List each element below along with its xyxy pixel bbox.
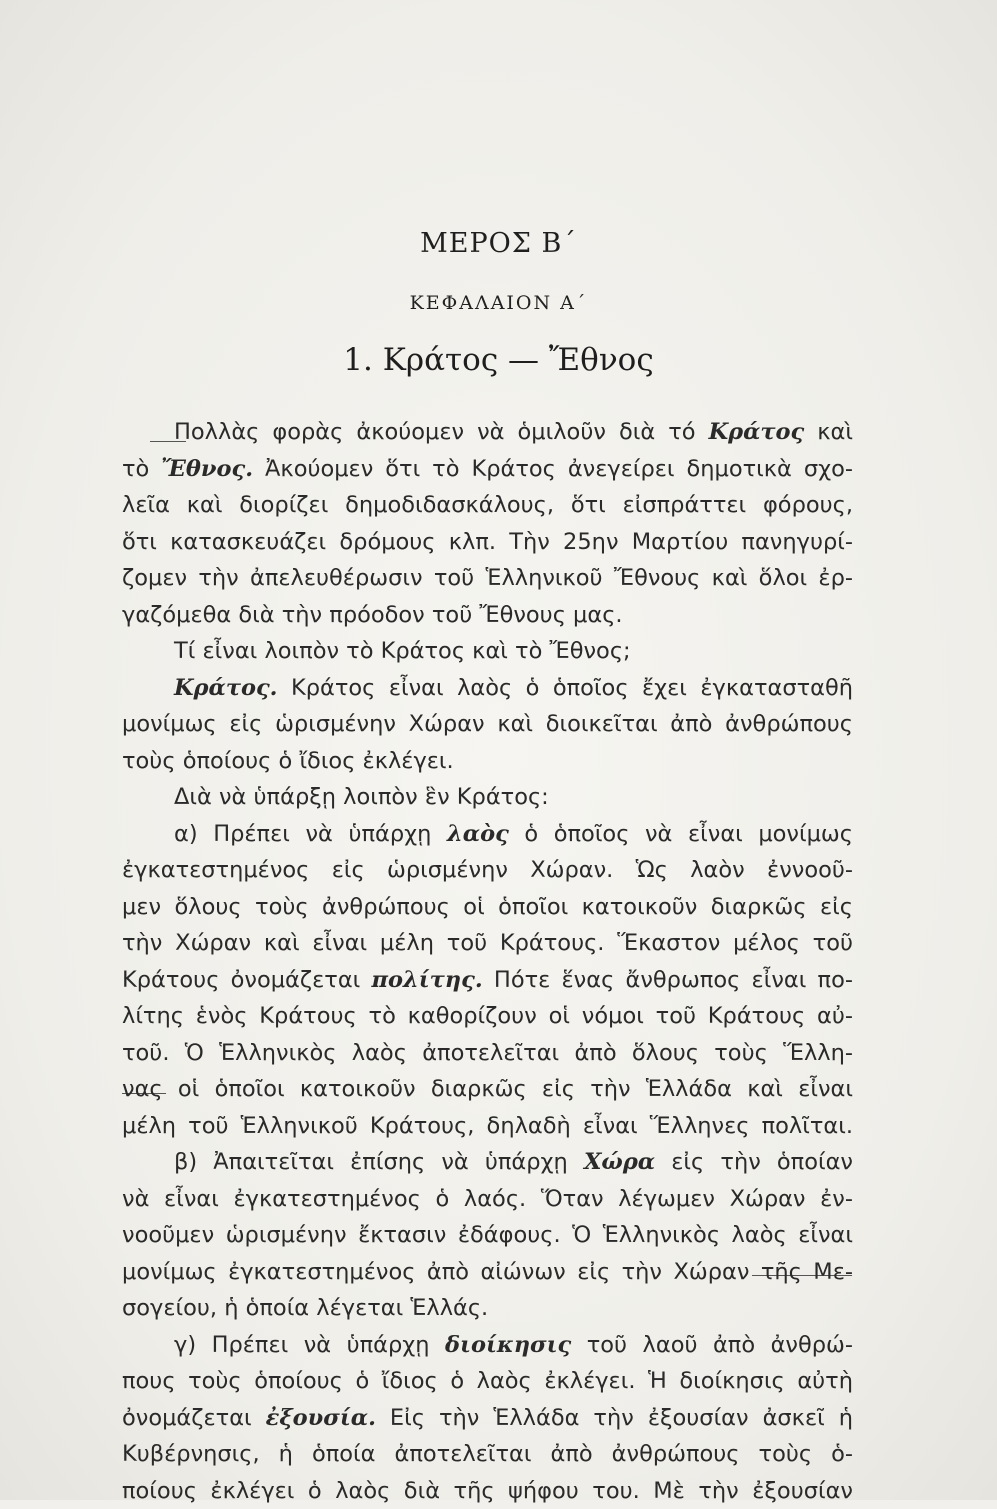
text-line: πους τοὺς ὁποίους ὁ ἴδιος ὁ λαὸς ἐκλέγει. Ἡ διοίκησις αὐτὴ: [122, 1363, 853, 1400]
text-line: λεῖα καὶ διορίζει δημοδιδασκάλους, ὅτι εἰσπράττει φόρους,: [122, 487, 853, 524]
part-title: ΜΕΡΟΣ Β΄: [0, 228, 997, 259]
text-line: Πολλὰς φορὰς ἀκούομεν νὰ ὁμιλοῦν διὰ τό Κράτος καὶ: [122, 414, 853, 451]
text-line: γαζόμεθα διὰ τὴν πρόοδον τοῦ Ἔθνους μας.: [122, 597, 853, 634]
text-line: β) Ἀπαιτεῖται ἐπίσης νὰ ὑπάρχῃ Χώρα εἰς τὴν ὁποίαν: [122, 1144, 853, 1181]
text-line: ζομεν τὴν ἀπελευθέρωσιν τοῦ Ἑλληνικοῦ Ἔθνους καὶ ὅλοι ἐρ-: [122, 560, 853, 597]
text-line: ποίους ἐκλέγει ὁ λαὸς διὰ τῆς ψήφου του. Μὲ τὴν ἐξουσίαν: [122, 1473, 853, 1509]
text-line: μονίμως ἐγκατεστημένος ἀπὸ αἰώνων εἰς τὴν Χώραν τῆς Με-: [122, 1254, 853, 1291]
text-line: Κράτους ὀνομάζεται πολίτης. Πότε ἕνας ἄνθρωπος εἶναι πο-: [122, 962, 853, 999]
text-line: Τί εἶναι λοιπὸν τὸ Κράτος καὶ τὸ Ἔθνος;: [122, 633, 853, 670]
text-line: τοὺς ὁποίους ὁ ἴδιος ἐκλέγει.: [122, 743, 853, 780]
text-line: Κράτος. Κράτος εἶναι λαὸς ὁ ὁποῖος ἔχει ἐγκατασταθῆ: [122, 670, 853, 707]
text-line: Διὰ νὰ ὑπάρξῃ λοιπὸν ἓν Κράτος:: [122, 779, 853, 816]
text-line: α) Πρέπει νὰ ὑπάρχῃ λαὸς ὁ ὁποῖος νὰ εἶναι μονίμως: [122, 816, 853, 853]
text-line: μέλη τοῦ Ἑλληνικοῦ Κράτους, δηλαδὴ εἶναι Ἕλληνες πολῖται.: [122, 1108, 853, 1145]
text-line: σογείου, ἡ ὁποία λέγεται Ἑλλάς.: [122, 1290, 853, 1327]
section-title: 1. Κράτος — Ἔθνος: [0, 342, 997, 378]
text-line: τοῦ. Ὁ Ἑλληνικὸς λαὸς ἀποτελεῖται ἀπὸ ὅλους τοὺς Ἕλλη-: [122, 1035, 853, 1072]
text-line: νας οἱ ὁποῖοι κατοικοῦν διαρκῶς εἰς τὴν Ἑλλάδα καὶ εἶναι: [122, 1071, 853, 1108]
text-line: τὴν Χώραν καὶ εἶναι μέλη τοῦ Κράτους. Ἕκαστον μέλος τοῦ: [122, 925, 853, 962]
body-text: [122, 414, 853, 1509]
text-line: ὀνομάζεται ἐξουσία. Εἰς τὴν Ἑλλάδα τὴν ἐξουσίαν ἀσκεῖ ἡ: [122, 1400, 853, 1437]
chapter-title: ΚΕΦΑΛΑΙΟΝ Α΄: [0, 292, 997, 314]
text-line: γ) Πρέπει νὰ ὑπάρχῃ διοίκησις τοῦ λαοῦ ἀπὸ ἀνθρώ-: [122, 1327, 853, 1364]
text-line: νοοῦμεν ὡρισμένην ἔκτασιν ἐδάφους. Ὁ Ἑλληνικὸς λαὸς εἶναι: [122, 1217, 853, 1254]
text-line: τὸ Ἔθνος. Ἀκούομεν ὅτι τὸ Κράτος ἀνεγείρει δημοτικὰ σχο-: [122, 451, 853, 488]
text-line: λίτης ἑνὸς Κράτους τὸ καθορίζουν οἱ νόμοι τοῦ Κράτους αὐ-: [122, 998, 853, 1035]
text-line: μεν ὅλους τοὺς ἀνθρώπους οἱ ὁποῖοι κατοικοῦν διαρκῶς εἰς: [122, 889, 853, 926]
text-line: Κυβέρνησις, ἡ ὁποία ἀποτελεῖται ἀπὸ ἀνθρώπους τοὺς ὁ-: [122, 1436, 853, 1473]
text-line: ἐγκατεστημένος εἰς ὡρισμένην Χώραν. Ὡς λαὸν ἐννοοῦ-: [122, 852, 853, 889]
text-line: μονίμως εἰς ὡρισμένην Χώραν καὶ διοικεῖται ἀπὸ ἀνθρώπους: [122, 706, 853, 743]
text-line: νὰ εἶναι ἐγκατεστημένος ὁ λαός. Ὅταν λέγωμεν Χώραν ἐν-: [122, 1181, 853, 1218]
text-line: ὅτι κατασκευάζει δρόμους κλπ. Τὴν 25ην Μαρτίου πανηγυρί-: [122, 524, 853, 561]
